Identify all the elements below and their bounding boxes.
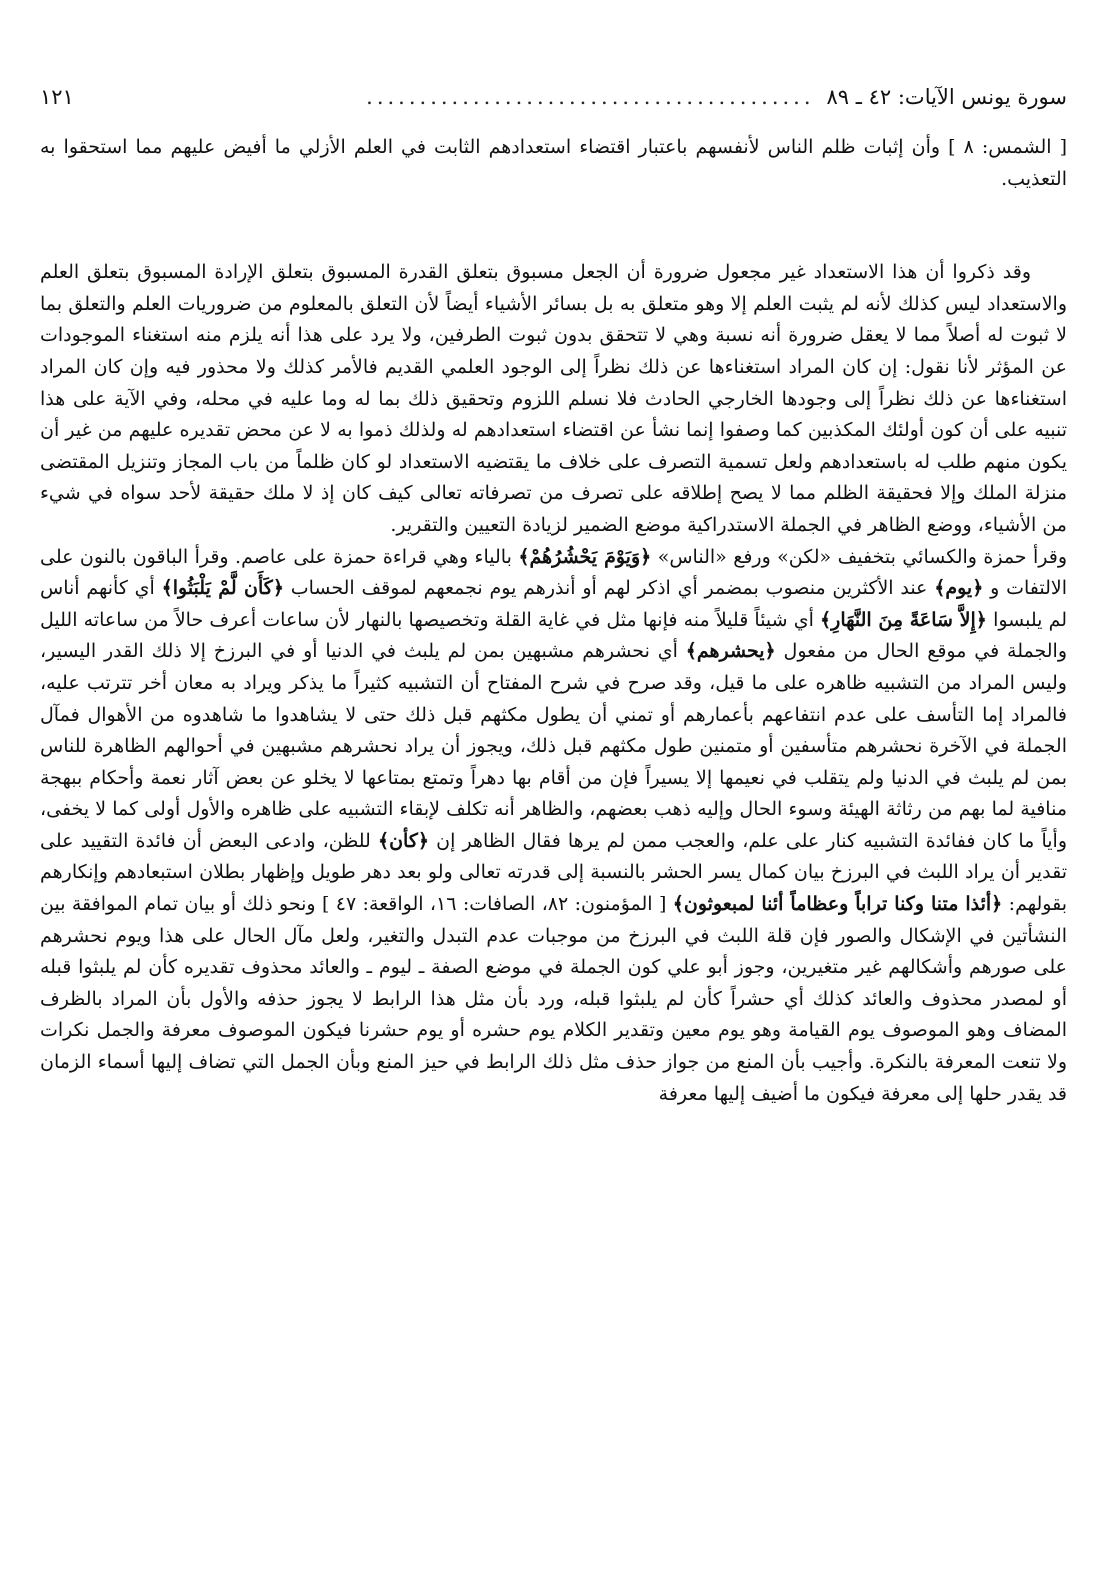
text-segment: أي شيئاً قليلاً منه فإنها مثل في غاية القلة وتخصيصها بالنهار لأن ساعات أعرف حالاً من ساعاته الليل والجملة في موقع الحال من مفعول [40,608,1067,663]
quran-quote: ﴿يحشرهم﴾ [685,640,776,663]
quran-quote: ﴿كَأَن لَّمْ يَلْبَثُوا﴾ [161,577,284,600]
paragraph-main: وقد ذكروا أن هذا الاستعداد غير مجعول ضرورة أن الجعل مسبوق بتعلق القدرة المسبوق بتعلق الإرادة المسبوق بتعلق العلم والاستعداد ليس كذلك لأنه لم يثبت العلم إلا وهو متعلق به بل بسائر الأشياء أيضاً لأن التعلق بالمعلوم من ضروريات العلم والتعلق بما لا ثبوت له أصلاً مما لا يعقل ضرورة أنه نسبة وهي لا تتحقق بدون ثبوت الطرفين، ولا يرد على هذا أنه يلزم منه استغناء الموجودات عن المؤثر لأنا نقول: إن كان المراد استغناءها عن ذلك نظراً إلى الوجود العلمي القديم فالأمر كذلك ولا محذور فيه وإن كان المراد استغناءها عن ذلك نظراً إلى وجودها الخارجي الحادث فلا نسلم اللزوم وتحقيق ذلك بما له وما عليه في محله، وفي الآية على هذا تنبيه على أن كون أولئك المكذبين كما وصفوا إنما نشأ عن اقتضاء استعدادهم له ولذلك ذموا به لا عن محض تقديره عليهم من غير أن يكون منهم طلب له باستعدادهم ولعل تسمية التصرف على خلاف ما يقتضيه الاستعداد لو كان ظلماً من باب المجاز وتنزيل المقتضى منزلة الملك وإلا فحقيقة الظلم مما لا يصح إطلاقه على تصرف من تصرفاته تعالى كيف كان إذ لا ملك حقيقة لأحد سواه في شيء من الأشياء، ووضع الظاهر في الجملة الاستدراكية موضع الضمير لزيادة التعيين والتقرير. [40,261,1067,536]
text-segment: للظن، وادعى البعض أن فائدة التقييد على تقدير أن يراد اللبث في البرزخ بيان كمال يسر الحشر بالنسبة إلى قدرته تعالى ولو بعد دهر طويل وإظهار بطلان استبعادهم وإنكارهم بقولهم: [40,829,1067,916]
page-number: ١٢١ [40,85,74,109]
quran-quote: ﴿كأن﴾ [377,829,430,852]
text-segment: وقرأ حمزة والكسائي بتخفيف «لكن» ورفع «الناس» [651,545,1068,568]
document-page [40,80,1067,1554]
header-leader-dots: .......................................... [366,85,815,109]
running-header [40,80,1067,118]
paragraph-continuation: [ الشمس: ٨ ] وأن إثبات ظلم الناس لأنفسهم باعتبار اقتضاء استعدادهم الثابت في العلم الأزلي ما أفيض عليهم مما استحقوا به التعذيب. [40,136,1068,190]
quran-quote: ﴿أئذا متنا وكنا تراباً وعظاماً أئنا لمبعوثون﴾ [672,893,1003,916]
text-segment: أي نحشرهم مشبهين بمن لم يلبث في الدنيا أو في البرزخ إلا ذلك القدر اليسير، وليس المراد من التشبيه ظاهره على ما قيل، وقد صرح في شرح المفتاح أن التشبيه كثيراً ما يذكر ويراد به معان أخر تترتب عليه، فالمراد إما التأسف على عدم انتفاعهم بأعمارهم أو تمني أن يطول مكثهم قبل ذلك حتى لا يشاهدوا ما شاهدوه من الأهوال فمآل الجملة في الآخرة نحشرهم متأسفين أو متمنين طول مكثهم قبل ذلك، ويجوز أن يراد نحشرهم مشبهين في أحوالهم الظاهرة للناس بمن لم يلبث في الدنيا ولم يتقلب في نعيمها إلا يسيراً فإن من أقام بها دهراً وتمتع بمتاعها لا يخلو عن بعض آثار نعمة وأحكام ببهجة منافية لما بهم من رثاثة الهيئة وسوء الحال وإليه ذهب بعضهم، والظاهر أنه تكلف لإبقاء التشبيه على ظاهره والأول أولى كما لا يخفى، وأياً ما كان ففائدة التشبيه كنار على علم، والعجب ممن لم يرها فقال الظاهر إن [40,640,1067,852]
header-title: سورة يونس الآيات: ٤٢ ـ ٨٩ [826,85,1067,109]
paragraph-commentary [40,542,1067,1111]
text-segment: بالياء وهي قراءة حمزة على عاصم. وقرأ الباقون بالنون على الالتفات و [40,545,1068,600]
quran-quote: ﴿إِلاَّ سَاعَةً مِنَ النَّهَارِ﴾ [820,608,987,631]
text-segment: [ المؤمنون: ٨٢، الصافات: ١٦، الواقعة: ٤٧ ] ونحو ذلك أو بيان تمام الموافقة بين النشأتين في الإشكال والصور فإن قلة اللبث في البرزخ من موجبات عدم التبدل والتغير، ولعل مآل الحال على هذا ويوم نحشرهم على صورهم وأشكالهم غير متغيرين، وجوز أبو علي كون الجملة في موضع الصفة ـ ليوم ـ والعائد محذوف تقديره كأن لم يلبثوا قبله أو لمصدر محذوف والعائد كذلك أي حشراً كأن لم يلبثوا قبله، ورد بأن مثل هذا الرابط لا يجوز حذفه والأول بأن المراد بالظرف المضاف وهو الموصوف يوم القيامة وهو يوم معين وتقدير الكلام يوم حشره أو يوم حشرنا فيكون الموصوف معرفة والجمل نكرات ولا تنعت المعرفة بالنكرة. وأجيب بأن المنع من جواز حذف مثل ذلك الرابط في حيز المنع وبأن الجمل التي تضاف إليها أسماء الزمان قد يقدر حلها إلى معرفة فيكون ما أضيف إليها معرفة [40,893,1067,1105]
quran-quote: ﴿وَيَوْمَ يَحْشُرُهُمْ﴾ [518,545,652,568]
quran-quote: ﴿يوم﴾ [934,577,984,600]
text-segment: عند الأكثرين منصوب بمضمر أي اذكر لهم أو أنذرهم يوم نجمعهم لموقف الحساب [283,577,935,600]
text-segment: أي كأنهم أناس لم يلبسوا [40,577,1068,631]
